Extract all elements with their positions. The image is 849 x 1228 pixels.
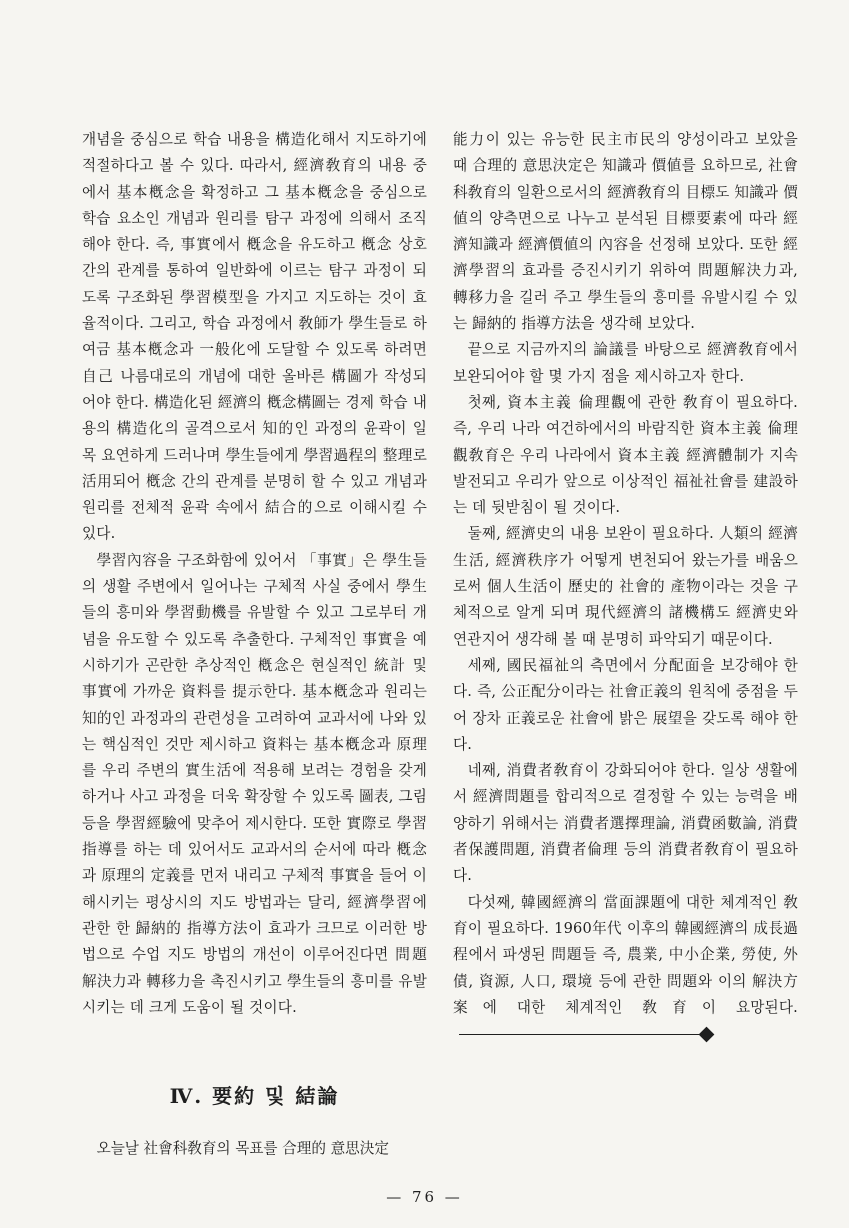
end-rule xyxy=(459,1034,699,1035)
right-paragraph-7-text: 다섯째, 韓國經濟의 當面課題에 대한 체계적인 敎育이 필요하다. 1960年代 이후의 韓國經濟의 成長過程에서 파생된 問題들 즉, 農業, 中小企業, 勞使, 外債, 資源, 人口, 環境 등에 관한 問題와 이의 解決方案에 대한 체계적인 敎育이 요망된다. xyxy=(453,893,798,1016)
left-column xyxy=(82,127,427,1021)
right-paragraph-1: 能力이 있는 유능한 民主市民의 양성이라고 보았을 때 合理的 意思決定은 知識과 價値를 요하므로, 社會科敎育의 일환으로서의 經濟敎育의 目標도 知識과 價値의 양측면으로 나누고 분석된 目標要素에 따라 經濟知識과 經濟價値의 內容을 선정해 보았다. 또한 經濟學習의 효과를 증진시키기 위하여 問題解決力과, 轉移力을 길러 주고 學生들의 흥미를 유발시킬 수 있는 歸納的 指導方法을 생각해 보았다. xyxy=(453,131,798,333)
right-paragraph-7 xyxy=(453,890,798,1048)
right-column xyxy=(453,127,798,1047)
right-paragraph-5: 세째, 國民福祉의 측면에서 分配面을 보강해야 한다. 즉, 公正配分이라는 社會正義의 원칙에 중점을 두어 장차 正義로운 社會에 밝은 展望을 갖도록 해야 한다. xyxy=(453,656,798,753)
right-paragraph-4: 둘째, 經濟史의 내용 보완이 필요하다. 人類의 經濟生活, 經濟秩序가 어떻게 변천되어 왔는가를 배움으로써 個人生活이 歷史的 社會的 產物이라는 것을 구체적으로 알게 되며 現代經濟의 諸機構도 經濟史와 연관지어 생각해 볼 때 분명히 파악되기 때문이다. xyxy=(453,525,798,648)
page-number: — 76 — xyxy=(386,1188,463,1206)
end-diamond-icon xyxy=(699,1026,715,1042)
section-heading: Ⅳ. 要約 및 結論 xyxy=(169,1084,340,1108)
right-paragraph-2: 끝으로 지금까지의 論議를 바탕으로 經濟敎育에서 보완되어야 할 몇 가지 점을 제시하고자 한다. xyxy=(453,341,798,385)
right-paragraph-6: 네째, 消費者敎育이 강화되어야 한다. 일상 생활에서 經濟問題를 합리적으로 결정할 수 있는 능력을 배양하기 위해서는 消費者選擇理論, 消費函數論, 消費者保護問題, 消費者倫理 등의 消費者敎育이 필요하다. xyxy=(453,762,798,885)
left-paragraph-1: 개념을 중심으로 학습 내용을 構造化해서 지도하기에 적절하다고 볼 수 있다. 따라서, 經濟敎育의 내용 중에서 基本槪念을 확정하고 그 基本槪念을 중심으로 학습 요소인 개념과 원리를 탐구 과정에 의해서 조직해야 한다. 즉, 事實에서 槪念을 유도하고 槪念 상호간의 관계를 통하여 일반화에 이르는 탐구 과정이 되도록 구조화된 學習模型을 가지고 지도하는 것이 효율적이다. 그리고, 학습 과정에서 敎師가 學生들로 하여금 基本槪念과 一般化에 도달할 수 있도록 하려면 自己 나름대로의 개념에 대한 올바른 構圖가 작성되어야 한다. 構造化된 經濟의 槪念構圖는 경제 학습 내용의 構造化의 골격으로서 知的인 과정의 윤곽이 일목 요연하게 드러나며 學生들에게 學習過程의 整理로 活用되어 槪念 간의 관계를 분명히 할 수 있고 개념과 원리를 전체적 윤곽 속에서 結合的으로 이해시킬 수 있다. xyxy=(82,131,427,543)
left-paragraph-2: 學習內容을 구조화함에 있어서 「事實」은 學生들의 생활 주변에서 일어나는 구체적 사실 중에서 學生들의 흥미와 學習動機를 유발할 수 있고 그로부터 개념을 유도할 수 있도록 추출한다. 구체적인 事實을 예시하기가 곤란한 추상적인 槪念은 현실적인 統計 및 事實에 가까운 資料를 提示한다. 基本槪念과 원리는 知的인 과정과의 관련성을 고려하여 교과서에 나와 있는 핵심적인 것만 제시하고 資料는 基本槪念과 原理를 우리 주변의 實生活에 적용해 보려는 경험을 갖게 하거나 사고 과정을 더욱 확장할 수 있도록 圖表, 그림 등을 學習經驗에 맞추어 제시한다. 또한 實際로 學習指導를 하는 데 있어서도 교과서의 순서에 따라 槪念과 原理의 定義를 먼저 내리고 구체적 事實을 들어 이해시키는 평상시의 지도 방법과는 달리, 經濟學習에 관한 한 歸納的 指導方法이 효과가 크므로 이러한 방법으로 수업 지도 방법의 개선이 이루어진다면 問題解決力과 轉移力을 촉진시키고 學生들의 흥미를 유발시키는 데 크게 도움이 될 것이다. xyxy=(82,551,427,1016)
section-first-line: 오늘날 社會科敎育의 목표를 合理的 意思決定 xyxy=(96,1140,389,1157)
right-paragraph-3: 첫째, 資本主義 倫理觀에 관한 敎育이 필요하다. 즉, 우리 나라 여건하에서의 바람직한 資本主義 倫理觀敎育은 우리 나라에서 資本主義 經濟體制가 지속 발전되고 우리가 앞으로 이상적인 福祉社會를 建設하는 데 뒷받침이 될 것이다. xyxy=(453,393,798,517)
